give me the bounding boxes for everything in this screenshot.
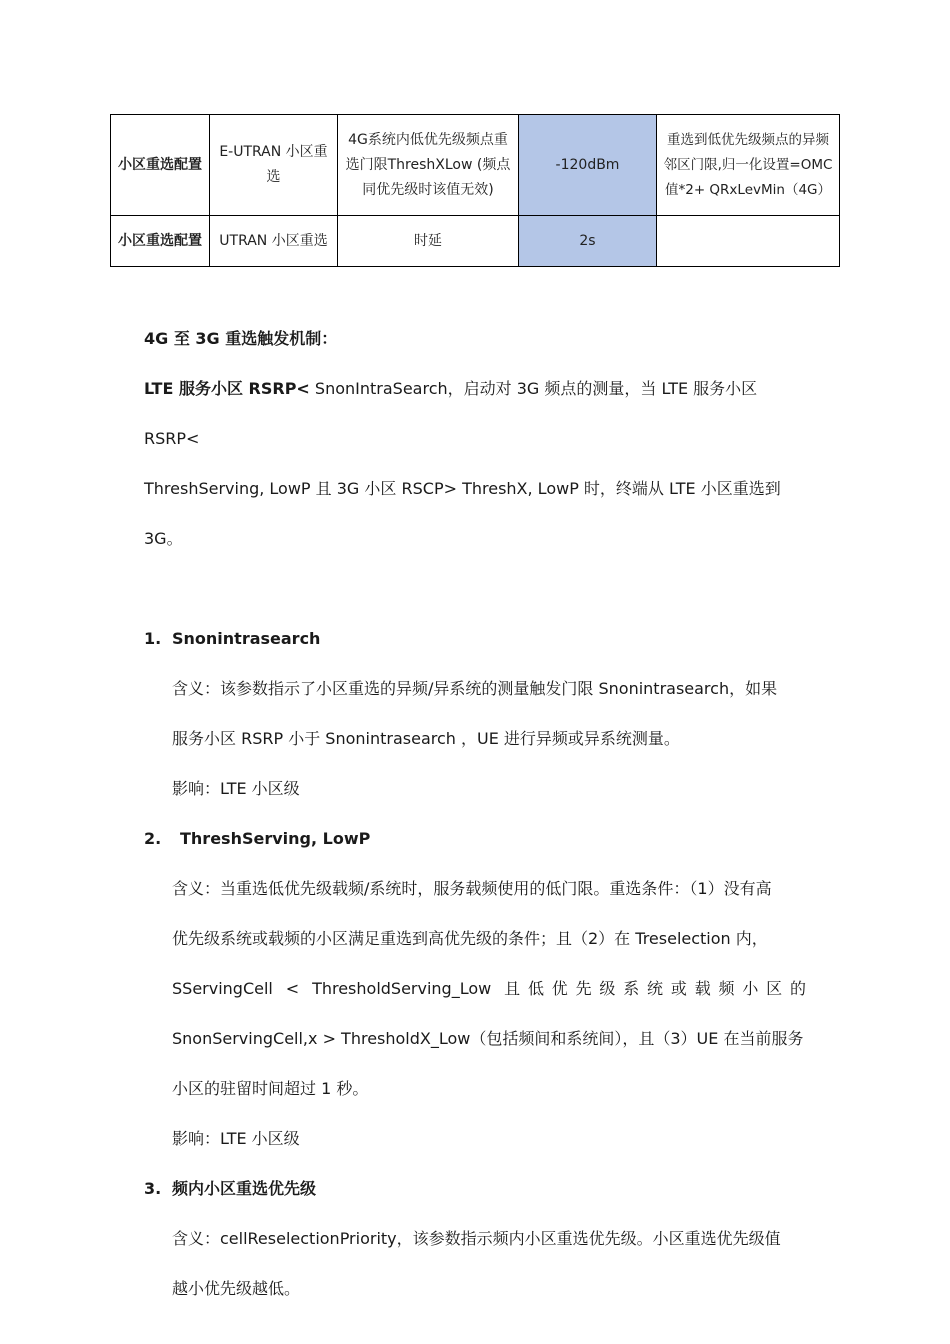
table-cell-subcategory: UTRAN 小区重选 bbox=[210, 216, 338, 267]
list-item-title: 2. ThreshServing, LowP bbox=[144, 829, 371, 848]
table-row bbox=[111, 216, 840, 267]
mechanism-line-1 bbox=[144, 364, 806, 464]
document-body bbox=[144, 314, 806, 1314]
item-impact: 影响：LTE 小区级 bbox=[172, 779, 300, 798]
table-row bbox=[111, 115, 840, 216]
mechanism-bold-prefix: LTE 服务小区 RSRP< bbox=[144, 379, 310, 398]
list-item-title: 1. Snonintrasearch bbox=[144, 629, 321, 648]
parameter-table bbox=[110, 114, 840, 267]
table-cell-parameter: 时延 bbox=[338, 216, 519, 267]
item-meaning: 含义：该参数指示了小区重选的异频/异系统的测量触发门限 Snonintrasearch，如果 bbox=[172, 679, 778, 698]
item-meaning: SServingCell < ThresholdServing_Low 且低优先级系统或载频小区的 bbox=[172, 979, 806, 998]
item-meaning: 小区的驻留时间超过 1 秒。 bbox=[172, 1079, 369, 1098]
mechanism-text: SnonIntraSearch，启动对 3G 频点的测量，当 LTE 服务小区 RSRP< bbox=[144, 379, 758, 448]
section-heading: 4G 至 3G 重选触发机制： bbox=[144, 329, 338, 348]
table-cell-value: -120dBm bbox=[519, 115, 657, 216]
list-item-title: 3. 频内小区重选优先级 bbox=[144, 1179, 317, 1198]
item-meaning: SnonServingCell,x > ThresholdX_Low（包括频间和系统间），且（3）UE 在当前服务 bbox=[172, 1029, 804, 1048]
item-meaning: 优先级系统或载频的小区满足重选到高优先级的条件；且（2）在 Treselection 内， bbox=[172, 929, 768, 948]
item-meaning: 越小优先级越低。 bbox=[172, 1279, 301, 1298]
table-cell-note bbox=[657, 216, 840, 267]
table-cell-value: 2s bbox=[519, 216, 657, 267]
item-meaning: 含义：当重选低优先级载频/系统时，服务载频使用的低门限。重选条件：（1）没有高 bbox=[172, 879, 772, 898]
table-cell-category: 小区重选配置 bbox=[111, 216, 210, 267]
item-meaning: 含义：cellReselectionPriority，该参数指示频内小区重选优先级。小区重选优先级值 bbox=[172, 1229, 781, 1248]
mechanism-line-2: ThreshServing, LowP 且 3G 小区 RSCP> ThreshX, LowP 时，终端从 LTE 小区重选到 3G。 bbox=[144, 479, 781, 548]
table-cell-note: 重选到低优先级频点的异频邻区门限,归一化设置=OMC值*2+ QRxLevMin（4G） bbox=[657, 115, 840, 216]
item-impact: 影响：LTE 小区级 bbox=[172, 1129, 300, 1148]
table-cell-parameter: 4G系统内低优先级频点重选门限ThreshXLow (频点同优先级时该值无效) bbox=[338, 115, 519, 216]
table-cell-category: 小区重选配置 bbox=[111, 115, 210, 216]
table-cell-subcategory: E-UTRAN 小区重选 bbox=[210, 115, 338, 216]
item-meaning: 服务小区 RSRP 小于 Snonintrasearch ，UE 进行异频或异系统测量。 bbox=[172, 729, 680, 748]
